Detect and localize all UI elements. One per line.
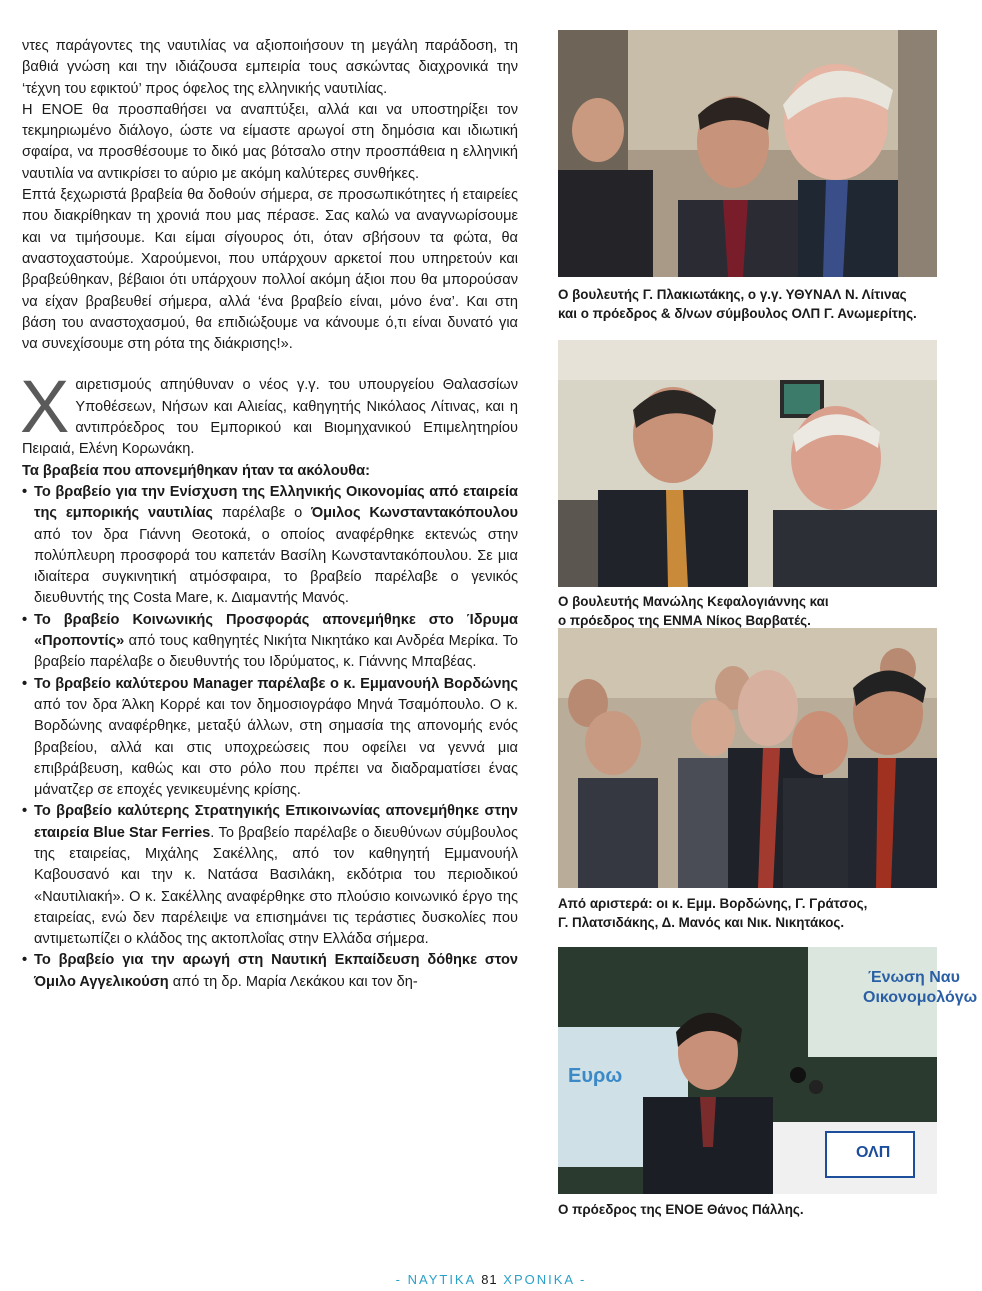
award-text-cont: από τον δρα Γιάννη Θεοτοκά, ο οποίος αναφέρθηκε εκτενώς στην πολύπλευρη προσφορά του καπετάν Βασίλη Κωνσταντακόπουλου. Σε μια ιδιαίτερα συγκινητική ατμόσφαιρα, το βραβείο παρέλαβε ο γενικός διευθυντής της Costa Mare, κ. Διαμαντής Μανός. bbox=[34, 526, 518, 607]
award-title: Το βραβείο Κοινωνικής Προσφοράς απονεμήθηκε στο Ίδρυμα «Προποντίς» bbox=[34, 611, 518, 650]
award-item bbox=[22, 610, 518, 674]
screen-text-2: Οικονομολόγω bbox=[863, 989, 978, 1006]
award-title: Το βραβείο καλύτερης Στρατηγικής Επικοινωνίας απονεμήθηκε στην εταιρεία Blue Star Ferries bbox=[34, 803, 518, 841]
page-footer bbox=[0, 1272, 982, 1287]
award-text: . Το βραβείο παρέλαβε ο διευθύνων σύμβουλος της εταιρείας, Μιχάλης Σακέλλης, από τον καθηγητή Εμμανουήλ Καβουσανό και την κ. Νατάσα Βασιλάκη, εκδότρια του περιοδικού «Ναυτιλιακή». Ο κ. Σακέλλης αναφέρθηκε στο πλούσιο κοινωνικό έργο της εταιρείας, ενώ δεν παρέλειψε να επισημάνει τις τεράστιες δυσκολίες που αντιμετωπίζει ο κλάδος της ακτοπλοΐας στην Ελλάδα σήμερα. bbox=[34, 824, 518, 948]
bullet-icon: • bbox=[22, 803, 28, 820]
footer-left: - ΝΑΥΤΙΚΑ bbox=[395, 1272, 476, 1287]
screen-text-left: Ευρω bbox=[568, 1065, 623, 1087]
caption-photo-4 bbox=[558, 1200, 968, 1219]
bullet-icon: • bbox=[22, 611, 28, 628]
award-item bbox=[22, 482, 518, 610]
award-item bbox=[22, 801, 518, 950]
photo-3-image bbox=[558, 628, 937, 888]
greetings-text: αιρετισμούς απηύθυναν ο νέος γ.γ. του υπουργείου Θαλασσίων Υποθέσεων, Νήσων και Αλιείας, καθηγητής Νικόλαος Λίτινας, και η αντιπρόεδρος του Εμπορικού και Βιομηχανικού Επιμελητηρίου Πειραιά, Ελένη Κορωνάκη. bbox=[22, 377, 518, 458]
bullet-icon: • bbox=[22, 483, 28, 500]
podium-logo: ΟΛΠ bbox=[856, 1144, 891, 1161]
dropcap-letter: Χ bbox=[20, 365, 70, 449]
award-item bbox=[22, 674, 518, 802]
caption-photo-3 bbox=[558, 894, 968, 932]
award-text: από τη δρ. Μαρία Λεκάκου και τον δη- bbox=[168, 973, 418, 990]
award-title: Το βραβείο για την Ενίσχυση της Ελληνικής Οικονομίας από εταιρεία της εμπορικής ναυτιλίας bbox=[34, 483, 518, 522]
photo-2-image bbox=[558, 340, 937, 587]
caption-line: Ο βουλευτής Μανώλης Κεφαλογιάννης και bbox=[558, 594, 829, 609]
bullet-icon: • bbox=[22, 952, 28, 969]
page-number: 81 bbox=[481, 1272, 498, 1287]
award-text: από τους καθηγητές Νικήτα Νικητάκο και Ανδρέα Μερίκα. Το βραβείο παρέλαβε ο διευθυντής του Ιδρύματος, κ. Γιάννης Μπαβέας. bbox=[34, 633, 518, 671]
award-title: Το βραβείο καλύτερου Manager παρέλαβε ο κ. Εμμανουήλ Βορδώνης bbox=[34, 675, 518, 692]
caption-line: Γ. Πλατσιδάκης, Δ. Μανός και Νικ. Νικητάκος. bbox=[558, 915, 845, 930]
awards-heading: Τα βραβεία που απονεμήθηκαν ήταν τα ακόλουθα: bbox=[22, 462, 370, 479]
article-column bbox=[22, 36, 518, 993]
photo-1-image bbox=[558, 30, 937, 277]
photo-4-image bbox=[558, 947, 978, 1194]
screen-text-1: Ένωση Ναυ bbox=[868, 969, 960, 986]
award-recipient: Όμιλος Κωνσταντακόπουλου bbox=[311, 505, 518, 522]
award-item bbox=[22, 950, 518, 993]
photo-1 bbox=[558, 30, 937, 277]
footer-right: ΧΡΟΝΙΚΑ - bbox=[503, 1272, 587, 1287]
intro-paragraph-1: ντες παράγοντες της ναυτιλίας να αξιοποιήσουν τη μεγάλη παράδοση, τη βαθιά γνώση και την ιδιάζουσα εμπειρία τους ασκώντας διαχρονικά την ‘τέχνη του εφικτού’ προς όφελος της ελληνικής ναυτιλίας. bbox=[22, 38, 518, 97]
award-text: παρέλαβε ο bbox=[212, 505, 312, 522]
bullet-icon: • bbox=[22, 675, 28, 692]
award-title: Το βραβείο για την αρωγή στη Ναυτική Εκπαίδευση δόθηκε στον Όμιλο Αγγελικούση bbox=[34, 952, 518, 990]
caption-line: και ο πρόεδρος & δ/νων σύμβουλος ΟΛΠ Γ. Ανωμερίτης. bbox=[558, 306, 917, 321]
intro-paragraph-3: Επτά ξεχωριστά βραβεία θα δοθούν σήμερα, σε προσωπικότητες ή εταιρείες που διακρίθηκαν τη χρονιά που μας πέρασε. Σας καλώ να αναγνωρίσουμε και να τιμήσουμε. Και είμαι σίγουρος ότι, όταν σβήσουν τα φώτα, θα αναστοχαστούμε. Χαρούμενοι, που υπάρχουν αρκετοί που υπηρετούν και βραβεύθηκαν, βέβαιοι ότι υπάρχουν πολλοί ακόμη άξιοι που θα μπορούσαν να είχαν βραβευθεί σήμερα, αλλά ‘ένα βραβείο είναι, μόνο ένα’. Και στη βάση του αναστοχασμού, θα επιδιώξουμε να κάνουμε ό,τι είναι δυνατό για να συνεχίσουμε στη ρότα της διάκρισης!». bbox=[22, 187, 518, 353]
caption-line: ο πρόεδρος της ΕΝΜΑ Νίκος Βαρβατές. bbox=[558, 613, 811, 628]
caption-line: Ο βουλευτής Γ. Πλακιωτάκης, ο γ.γ. ΥΘΥΝΑΛ Ν. Λίτινας bbox=[558, 287, 907, 302]
greetings-paragraph bbox=[20, 365, 518, 460]
caption-photo-2 bbox=[558, 592, 968, 630]
caption-line: Από αριστερά: οι κ. Εμμ. Βορδώνης, Γ. Γράτσος, bbox=[558, 896, 868, 911]
caption-line: Ο πρόεδρος της ΕΝΟΕ Θάνος Πάλλης. bbox=[558, 1202, 804, 1217]
photo-4 bbox=[558, 947, 978, 1194]
intro-paragraph-2: Η ΕΝΟΕ θα προσπαθήσει να αναπτύξει, αλλά και να υποστηρίξει τον τεκμηριωμένο διάλογο, ώστε να είμαστε αρωγοί στη δημόσια και ιδιωτική σφαίρα, να προσθέσουμε το δικό μας βότσαλο στην προσπάθεια η ελληνική ναυτιλία να αντικρίσει το αύριο με ακόμη καλύτερες συνθήκες. bbox=[22, 101, 518, 182]
caption-photo-1 bbox=[558, 285, 968, 323]
photo-2 bbox=[558, 340, 937, 587]
award-text: από τον δρα Άλκη Κορρέ και τον δημοσιογράφο Μηνά Τσαμόπουλο. Ο κ. Βορδώνης αναφέρθηκε, μεταξύ άλλων, στη σημασία της απονομής ενός βραβείου, αλλά και στις υποχρεώσεις που οφείλει να γεννά μια επιβράβευση, καθώς και στο ρόλο που πρέπει να διαδραματίσει ένας μάνατζερ σε εποχές γενικευμένης κρίσης. bbox=[34, 696, 518, 799]
photo-3 bbox=[558, 628, 937, 888]
